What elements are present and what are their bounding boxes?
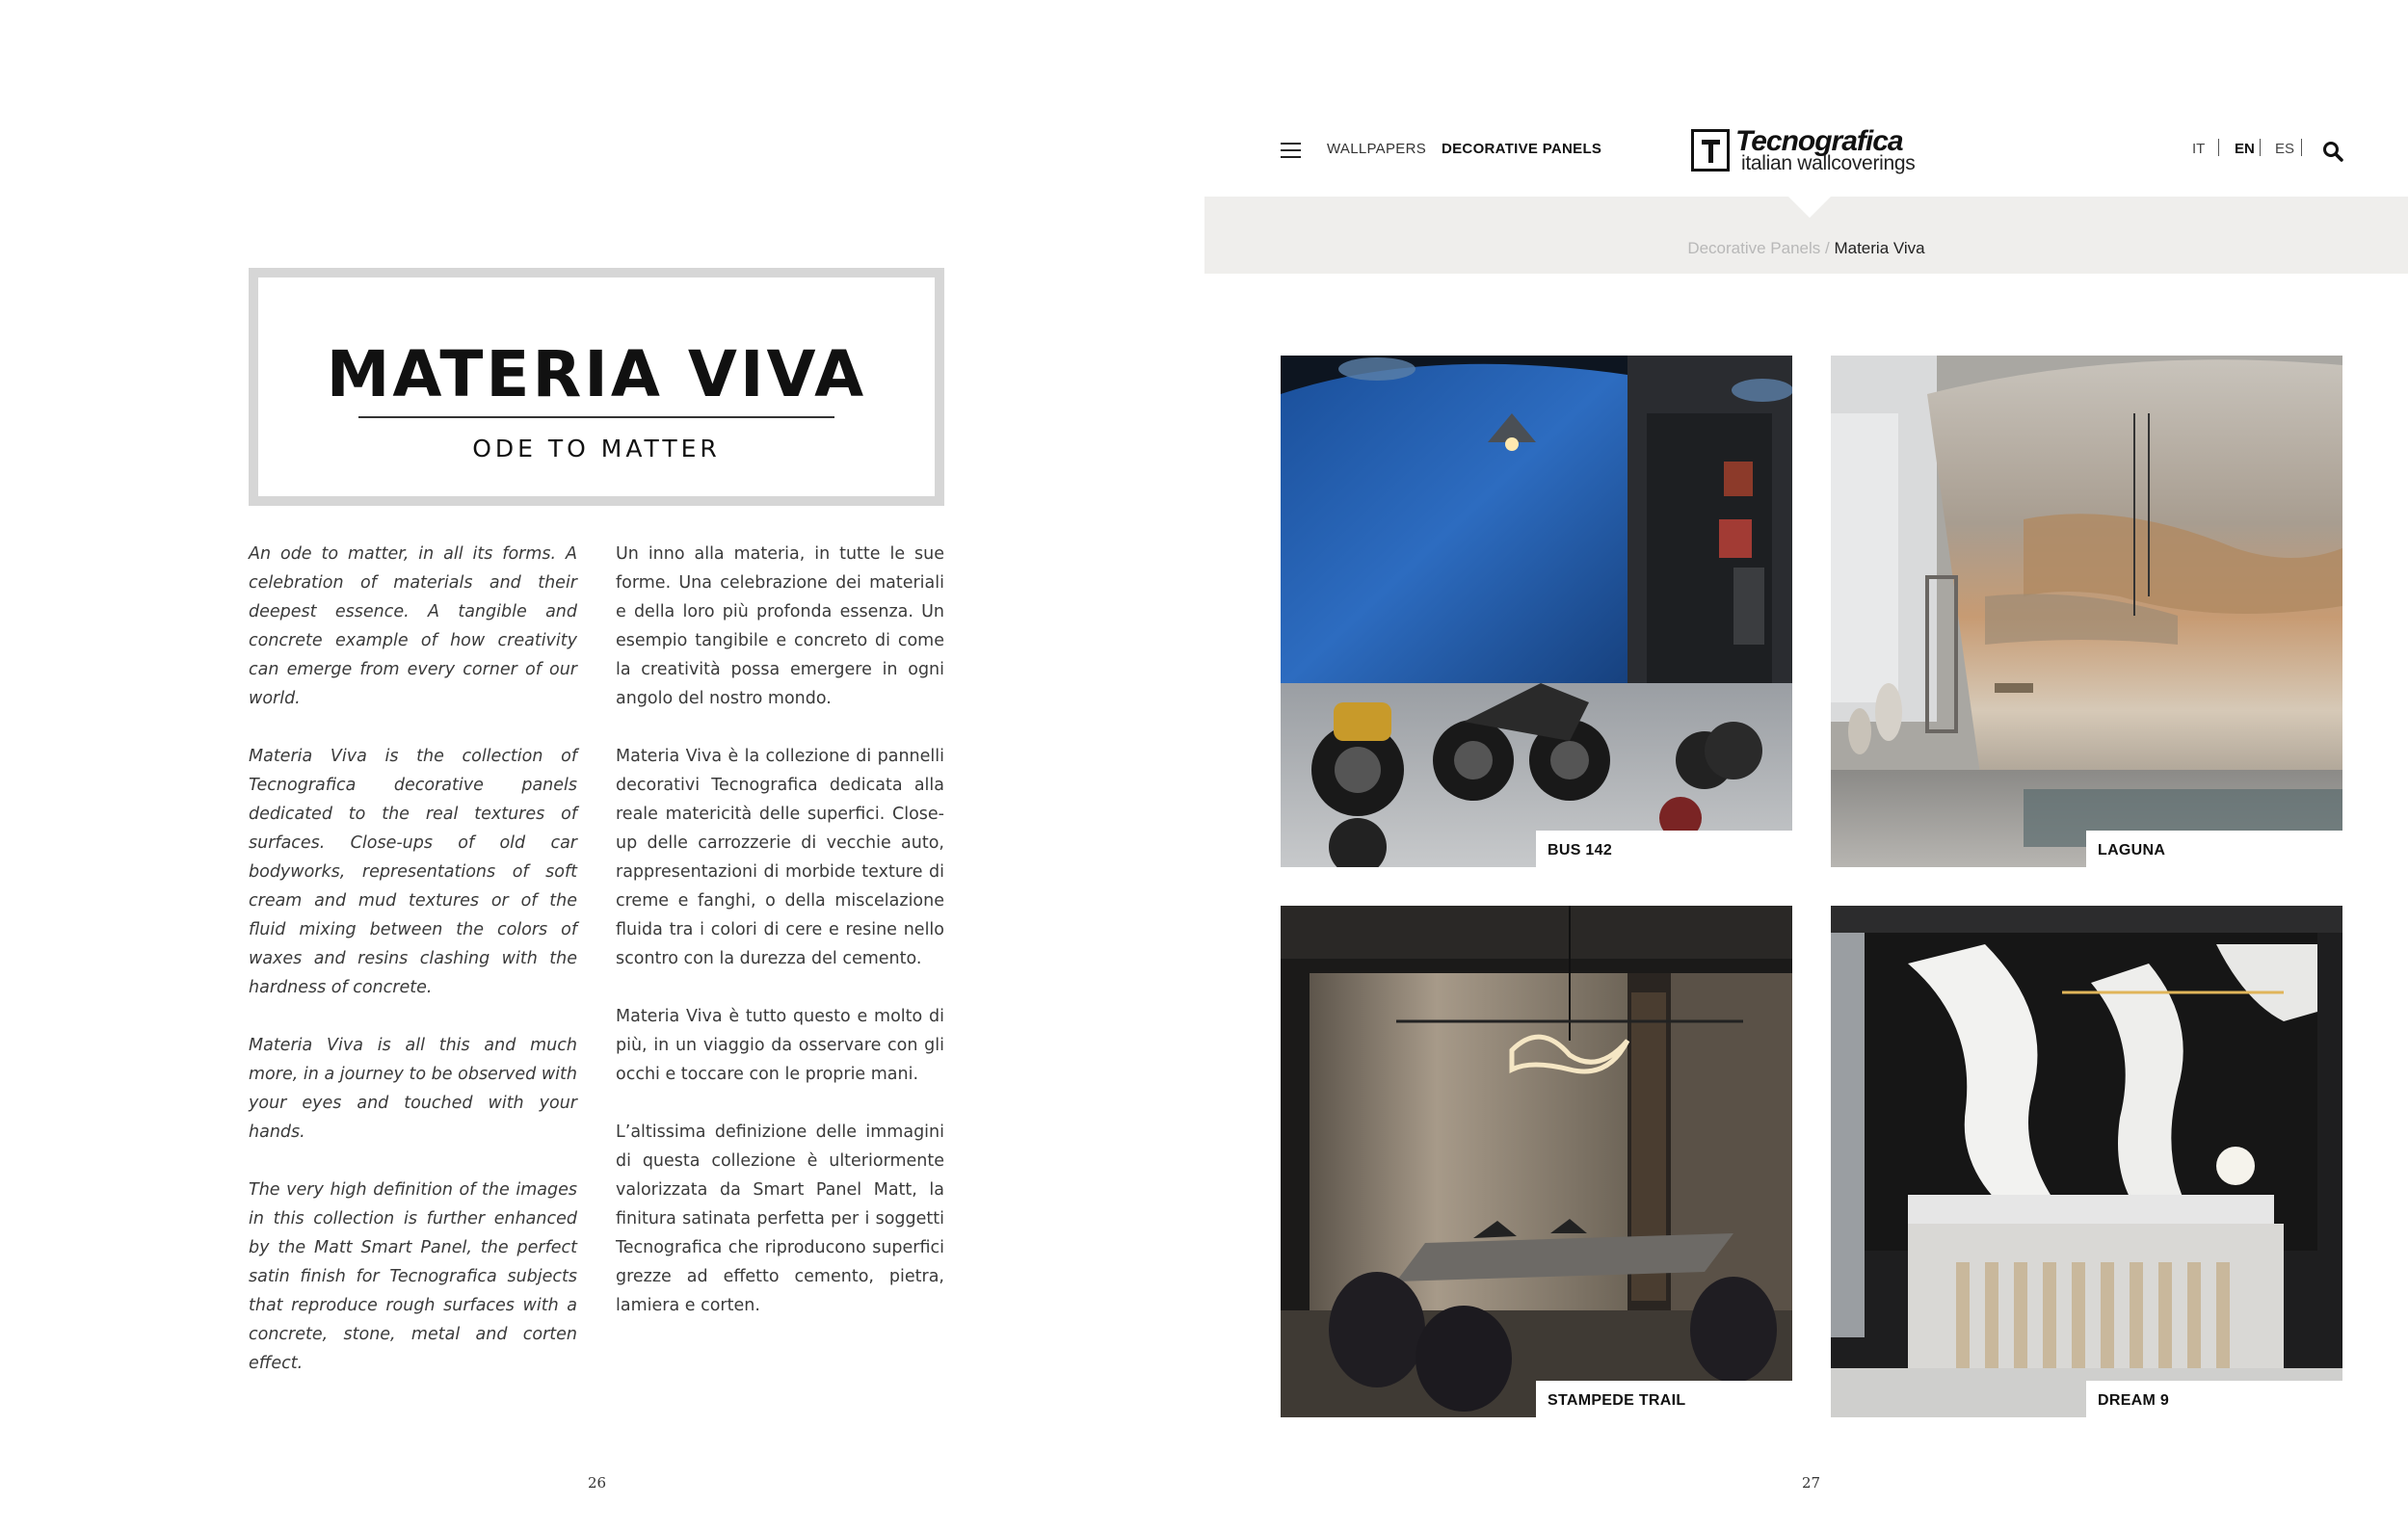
product-label: STAMPEDE TRAIL xyxy=(1536,1381,1792,1417)
stampede-trail-image xyxy=(1281,906,1792,1417)
italian-paragraph-2: Materia Viva è la collezione di pannelli decorativi Tecnografica dedicata alla reale matericità delle superfici. Close-up delle carrozzerie di vecchie auto, rappresentazioni di morbide texture di creme e fanghi, o della miscelazione fluida tra i colori di cere e resine nello scontro con la durezza del cemento. xyxy=(616,747,944,968)
menu-icon[interactable] xyxy=(1281,143,1301,158)
laguna-image xyxy=(1831,356,2342,867)
english-paragraph-4: The very high definition of the images in this collection is further enhanced by the Matt Smart Panel, the perfect satin finish for Tecnografica subjects that reproduce rough surfaces with a concrete, stone, metal and corten effect. xyxy=(249,1180,577,1373)
page-number-left: 26 xyxy=(588,1474,607,1492)
product-tile-bus-142[interactable] xyxy=(1281,356,1792,867)
breadcrumb-parent[interactable]: Decorative Panels xyxy=(1687,239,1821,257)
dream-9-image xyxy=(1831,906,2342,1417)
product-label: DREAM 9 xyxy=(2086,1381,2342,1417)
title-box xyxy=(249,268,944,506)
english-paragraph-1: An ode to matter, in all its forms. A celebration of materials and their deepest essence. A tangible and concrete example of how creativity can emerge from every corner of our world. xyxy=(249,544,577,708)
logo-brand: Tecnografica xyxy=(1735,125,1903,157)
product-label: LAGUNA xyxy=(2086,831,2342,867)
nav-decorative-panels[interactable]: DECORATIVE PANELS xyxy=(1442,141,1602,157)
search-icon[interactable] xyxy=(2322,141,2343,162)
logo-tagline: italian wallcoverings xyxy=(1741,152,1916,174)
lang-separator xyxy=(2260,139,2261,156)
page-subtitle: ODE TO MATTER xyxy=(472,435,721,462)
page-title: MATERIA VIVA xyxy=(326,337,867,411)
product-label: BUS 142 xyxy=(1536,831,1792,867)
english-paragraph-2: Materia Viva is the collection of Tecnografica decorative panels dedicated to the real textures of surfaces. Close-ups of old car bodyworks, representations of soft cream and mud textures or of the fluid mixing between the colors of waxes and resins clashing with the hardness of concrete. xyxy=(249,747,577,997)
product-tile-dream-9[interactable] xyxy=(1831,906,2342,1417)
breadcrumb-current: Materia Viva xyxy=(1834,239,1925,257)
english-paragraph-3: Materia Viva is all this and much more, in a journey to be observed with your eyes and touched with your hands. xyxy=(249,1036,577,1142)
lang-separator xyxy=(2218,139,2219,156)
logo-mark-icon xyxy=(1691,129,1730,172)
title-divider xyxy=(358,416,834,418)
page-number-right: 27 xyxy=(1802,1474,1821,1492)
product-tile-laguna[interactable] xyxy=(1831,356,2342,867)
product-tile-stampede-trail[interactable] xyxy=(1281,906,1792,1417)
breadcrumb-separator: / xyxy=(1820,239,1835,257)
lang-en[interactable]: EN xyxy=(2235,141,2255,157)
italian-column xyxy=(616,540,944,1349)
breadcrumb xyxy=(1204,239,2408,258)
lang-es[interactable]: ES xyxy=(2275,141,2295,157)
lang-it[interactable]: IT xyxy=(2192,141,2206,157)
italian-paragraph-3: Materia Viva è tutto questo e molto di più, in un viaggio da osservare con gli occhi e toccare con le proprie mani. xyxy=(616,1007,944,1084)
bus-142-image xyxy=(1281,356,1792,867)
italian-paragraph-1: Un inno alla materia, in tutte le sue forme. Una celebrazione dei materiali e della loro più profonda essenza. Un esempio tangibile e concreto di come la creatività possa emergere in ogni angolo del nostro mondo. xyxy=(616,544,944,708)
english-column xyxy=(249,540,577,1407)
italian-paragraph-4: L’altissima definizione delle immagini di questa collezione è ulteriormente valorizzata da Smart Panel Matt, la finitura satinata perfetta per i soggetti Tecnografica che riproducono superfici grezze ad effetto cemento, pietra, lamiera e corten. xyxy=(616,1123,944,1315)
breadcrumb-notch xyxy=(1788,197,1831,218)
tecnografica-logo[interactable] xyxy=(1691,125,1922,179)
lang-separator xyxy=(2301,139,2302,156)
nav-wallpapers[interactable]: WALLPAPERS xyxy=(1327,141,1427,157)
